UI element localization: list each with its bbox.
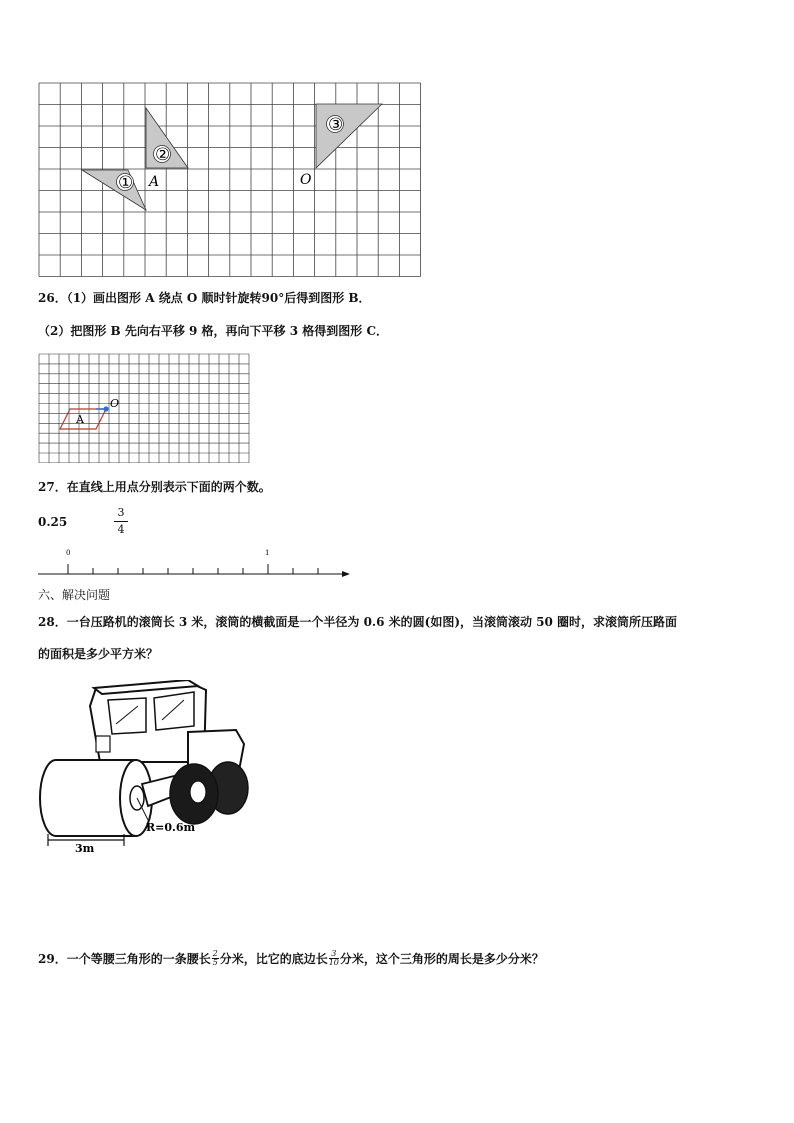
shape-3-label: ③ [328,115,344,135]
number-line-arrow [342,571,350,577]
radius-label: R=0.6m [146,821,196,834]
number-line [36,546,354,582]
q29-fraction-1-denominator: 5 [212,958,218,967]
q29-fraction-2 [329,950,339,967]
q29-text-part1: 29．一个等腰三角形的一条腰长 [38,951,211,966]
roller-vent [96,736,110,752]
q28-line1: 28．一台压路机的滚筒长 3 米，滚筒的横截面是一个半径为 0.6 米的圆(如图)，当滚筒滚动 50 圈时，求滚筒所压路面 [38,615,678,629]
roller-wheel-hub [190,781,206,803]
section-6-title: 六、解决问题 [38,588,111,602]
q28-line2: 的面积是多少平方米？ [38,647,159,661]
q27-fraction [114,507,128,536]
shape-3-triangle [316,104,382,168]
tick-1-label: 1 [265,549,270,557]
q29-fraction-2-numerator: 3 [331,949,337,958]
q27-fraction-numerator: 3 [117,506,125,519]
q26-grid-figure [38,353,254,463]
q27-fraction-denominator: 4 [117,523,125,536]
q29-line [38,950,544,967]
shape-1-triangle [82,170,146,210]
top-grid-figure [38,82,424,278]
q29-fraction-2-denominator: 10 [328,958,339,967]
point-o-dot [103,406,108,411]
q27-number1: 0.25 [38,515,68,529]
tick-0-label: 0 [66,549,71,557]
q27-line: 27．在直线上用点分别表示下面的两个数。 [38,480,271,494]
q29-fraction-1 [212,950,219,967]
roller-window-front [108,698,146,734]
q26-line2: （2）把图形 B 先向右平移 9 格，再向下平移 3 格得到图形 C． [38,324,388,338]
shape-1-label: ① [118,173,134,193]
q29-text-part3: 分米，这个三角形的周长是多少分米？ [339,951,544,966]
shape-2-label: ② [155,145,171,165]
road-roller-illustration [38,680,258,854]
q27-fraction-bar [114,521,128,522]
q29-fraction-1-numerator: 2 [212,949,218,958]
q29-text-part2: 分米，比它的底边长 [219,951,328,966]
q26-line1: 26．（1）画出图形 A 绕点 O 顺时针旋转90°后得到图形 B． [38,291,371,305]
number-line-ticks [68,564,318,574]
point-a-label: A [149,174,160,190]
point-o-label: O [300,172,312,188]
point-o-grid-label: O [110,397,120,410]
length-label: 3m [75,842,95,854]
roller-window-side [154,692,194,730]
shape-a-label: A [76,413,84,426]
